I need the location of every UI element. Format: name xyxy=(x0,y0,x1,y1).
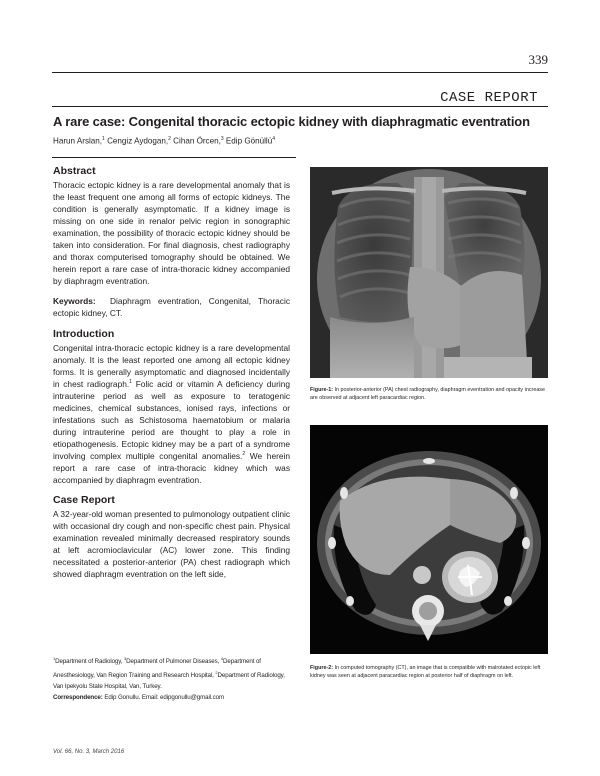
author-affiliation-mark: 1 xyxy=(102,136,105,142)
figure-2-caption xyxy=(310,664,548,680)
author-list xyxy=(53,136,275,146)
keywords-label: Keywords: xyxy=(53,296,96,307)
article-title: A rare case: Congenital thoracic ectopic kidney with diaphragmatic eventration xyxy=(53,114,530,129)
introduction-heading: Introduction xyxy=(53,327,115,340)
authors-rule xyxy=(52,157,296,158)
introduction-section xyxy=(53,328,290,487)
figure-1-caption-text: In posterior-anterior (PA) chest radiography, diaphragm eventration and opacity increase are observed at adjacent left paracardiac region. xyxy=(310,387,546,401)
case-report-section xyxy=(53,494,290,580)
figure-1-caption xyxy=(310,386,548,402)
journal-citation: Vol. 66, No. 3, March 2016 xyxy=(53,749,125,755)
header-rule xyxy=(52,72,548,73)
figure-2-label: Figure-2: xyxy=(310,665,334,671)
reference-mark: 2 xyxy=(242,451,246,458)
section-label: CASE REPORT xyxy=(440,90,538,106)
figure-2-caption-text: In computed tomography (CT), an image that is compatible with malrotated ectopic left kidney was seen at adjacent paracardiac region at posterior half of diaphragm on left. xyxy=(310,665,541,679)
page-number: 339 xyxy=(528,52,548,67)
correspondence-text: Edip Gonullu. Email: edipgonullu@gmail.com xyxy=(102,694,225,702)
author-affiliation-mark: 2 xyxy=(168,136,171,142)
introduction-text: Congenital intra-thoracic ectopic kidney is a rare developmental anomaly. It is the least reported one among all ectopic kidney forms. It is generally asymptomatic and diagnosed incidentally in chest radiograph.$^1$ Folic acid or vitamin A deficiency during intrauterine period as well as exposure to teratogenic medicines, chemical substances, ionised rays, infections or infestations such as Schistosoma haematobium or malaria during intrauterine period are thought to play a role in etiopathogenesis. Ectopic kidney may be a part of a syndrome involving complex multiple congenital anomalies.$^2$ We herein report a rare case of intra-thoracic kidney which was accompanied by diaphragm eventration. xyxy=(53,342,290,486)
footnotes xyxy=(53,653,293,704)
case-report-text: A 32-year-old woman presented to pulmonology outpatient clinic with occasional dry cough and non-specific chest pain. Physical examination revealed minimally decreased respiratory sounds at left acromioclavicular (AC) lower zone. This finding necessitated a posterior-anterior (PA) chest radiograph which showed diaphragm eventration on the left side, xyxy=(53,509,291,580)
abstract-section xyxy=(53,165,290,287)
figure-1-chest-xray xyxy=(310,167,548,378)
author-affiliation-mark: 4 xyxy=(272,136,276,142)
case-report-heading: Case Report xyxy=(53,494,115,507)
affiliations: $^1$Department of Radiology, $^3$Department of Pulmoner Diseases, $^4$Department of Anesthesiology, Van Region Training and Research Hospital, $^2$Department of Radiology, Van Ipekyolu State Hospital, Van, Turkey. xyxy=(53,656,285,691)
reference-mark: 1 xyxy=(129,378,132,385)
section-rule xyxy=(52,106,548,107)
author-name: Cengiz Aydogan, xyxy=(107,136,169,146)
author-name: Cihan Örcen, xyxy=(173,136,221,146)
left-column xyxy=(53,165,290,580)
keywords-text: Diaphragm eventration, Congenital, Thoracic ectopic kidney, CT. xyxy=(53,296,291,319)
keywords-section xyxy=(53,295,290,319)
correspondence xyxy=(53,692,293,703)
figure-2-ct-scan xyxy=(310,425,548,654)
author-name: Edip Gönüllü xyxy=(225,136,273,146)
abstract-text: Thoracic ectopic kidney is a rare developmental anomaly that is the least frequent one among all forms of ectopic kidneys. The condition is generally asymptomatic. If a kidney image is missing on one side in renalor pelvic region in sonographic examination, the possibility of thoracic ectopic kidney should be taken into consideration. For final diagnosis, chest radiography and thorax computerised tomography should be obtained. We herein report a rare case of intra-thoracic kidney accompanied by diaphragm eventration. xyxy=(53,180,290,287)
author-affiliation-mark: 3 xyxy=(220,136,224,142)
correspondence-label: Correspondence: xyxy=(53,694,103,702)
author-name: Harun Arslan, xyxy=(53,136,103,146)
abstract-heading: Abstract xyxy=(53,165,96,177)
figure-1-label: Figure-1: xyxy=(310,387,334,393)
